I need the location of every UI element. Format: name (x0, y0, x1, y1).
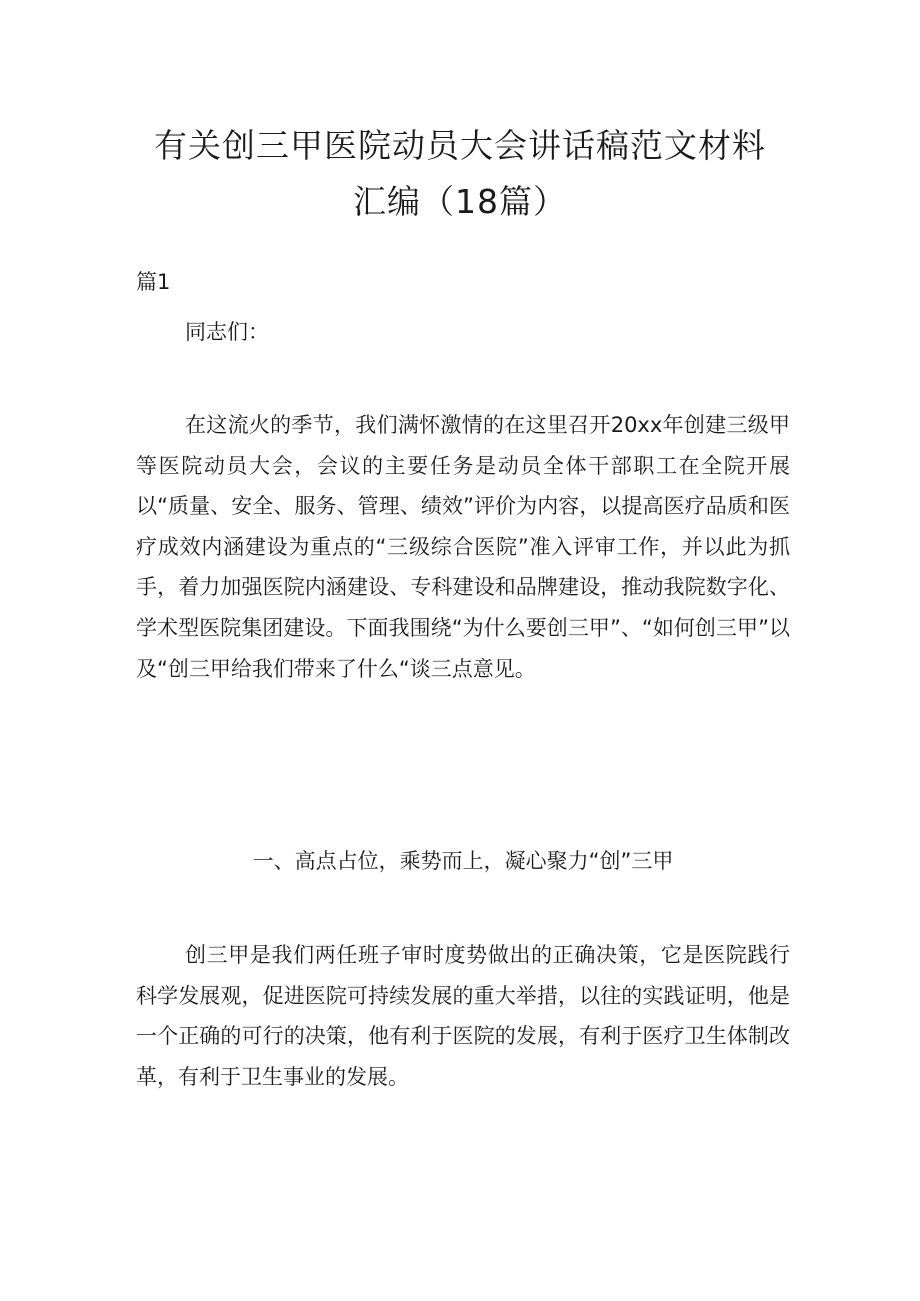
section-label: 篇1 (136, 270, 171, 294)
section-heading-1: 一、高点占位，乘势而上，凝心聚力“创”三甲 (252, 849, 674, 873)
salutation: 同志们： (185, 320, 269, 344)
paragraph-2: 创三甲是我们两任班子审时度势做出的正确决策，它是医院践行科学发展观，促进医院可持续发展的重大举措，以往的实践证明，他是一个正确的可行的决策，他有利于医院的发展，有利于医疗卫生体制改革，有利于卫生事业的发展。 (136, 943, 790, 1089)
document-title (120, 118, 800, 230)
title-line-2: 汇编（18篇） (353, 182, 567, 221)
title-line-1: 有关创三甲医院动员大会讲话稿范文材料 (154, 126, 766, 165)
paragraph-1: 在这流火的季节，我们满怀激情的在这里召开20xx年创建三级甲等医院动员大会，会议的主要任务是动员全体干部职工在全院开展以“质量、安全、服务、管理、绩效”评价为内容，以提高医疗品质和医疗成效内涵建设为重点的“三级综合医院”准入评审工作，并以此为抓手，着力加强医院内涵建设、专科建设和品牌建设，推动我院数字化、学术型医院集团建设。下面我围绕“为什么要创三甲”、“如何创三甲”以及“创三甲给我们带来了什么“谈三点意见。 (136, 413, 790, 681)
